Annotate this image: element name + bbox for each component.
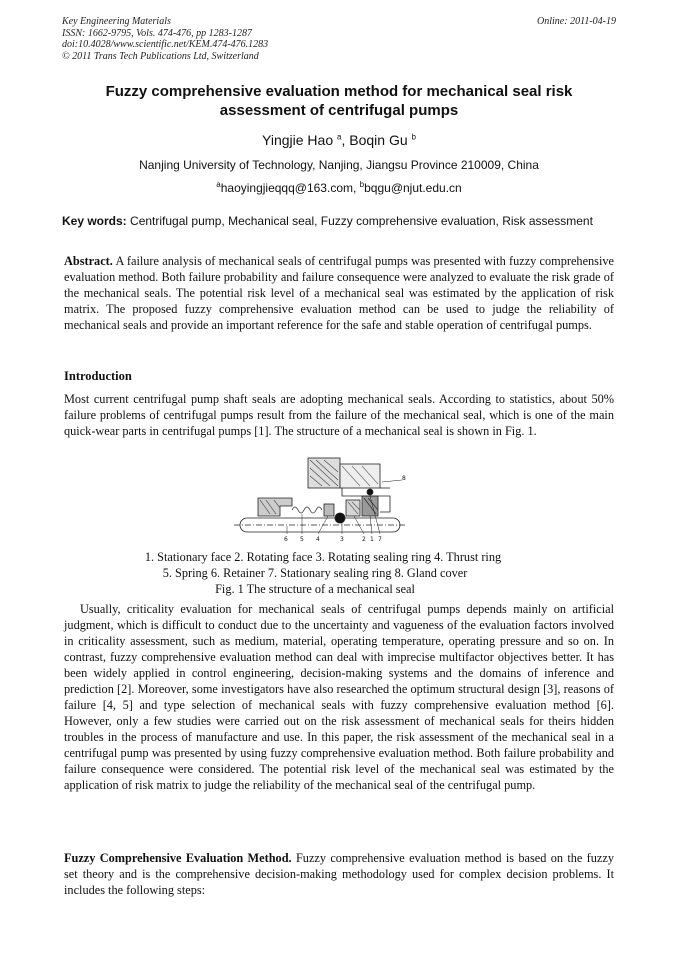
paper-title: Fuzzy comprehensive evaluation method for mechanical seal risk assessment of centrifugal pumps [105, 83, 573, 119]
abstract-label: Abstract. [64, 254, 113, 268]
fuzzy-method-paragraph [64, 850, 614, 898]
keywords-text: Centrifugal pump, Mechanical seal, Fuzzy comprehensive evaluation, Risk assessment [130, 214, 593, 228]
part-label: 7 [378, 536, 382, 543]
affiliation: Nanjing University of Technology, Nanjing, Jiangsu Province 210009, China [139, 158, 539, 172]
email-separator: , [353, 181, 360, 195]
author-separator: , [341, 132, 346, 148]
online-date: Online: 2011-04-19 [537, 16, 616, 27]
email-superscript: b [359, 180, 365, 189]
part-label: 4 [316, 536, 320, 543]
email-link[interactable]: bqgu@njut.edu.cn [364, 181, 462, 195]
author-name: Boqin Gu [349, 132, 408, 148]
abstract-text: A failure analysis of mechanical seals of centrifugal pumps was presented with fuzzy comprehensive evaluation method. Both failure probability and failure consequence were analyzed to evaluate the risk grade of the mechanical seals. The potential risk level of a mechanical seal was estimated by the application of risk matrix. The proposed fuzzy comprehensive evaluation method can be used to judge the reliability of mechanical seals and provide an important reference for the safe and stable operation of centrifugal pumps. [64, 254, 614, 332]
section-run-in-heading: Fuzzy Comprehensive Evaluation Method. [64, 851, 292, 865]
part-label: 8 [402, 475, 406, 482]
author-superscript: a [337, 132, 342, 142]
figure-legend: 5. Spring 6. Retainer 7. Stationary sealing ring 8. Gland cover [162, 566, 468, 580]
body-paragraph: Usually, criticality evaluation for mechanical seals of centrifugal pumps depends mainly on artificial judgment, which is difficult to conduct due to the uncertainty and vagueness of the evaluation factors involved in criticality assessment, such as medium, material, operating temperature, operating pressure and so on. In contrast, fuzzy comprehensive evaluation method can deal with imprecise multifactor objectives better. It has been widely applied in control engineering, decision-making systems and the domains of inference and prediction [2]. Moreover, some investigators have also researched the optimum structural design [3], reasons of failure [4, 5] and type selection of mechanical seals with fuzzy comprehensive evaluation method [6]. However, only a few studies were carried out on the risk assessment of mechanical seals for theirs hidden troubles in the process of manufacture and use. In this paper, the risk assessment of the mechanical seal in a centrifugal pump was presented by using fuzzy comprehensive evaluation method. Both failure probability and failure consequence were considered. The potential risk level of the mechanical seal was estimated by the application of risk matrix to judge the reliability of the mechanical seal of the centrifugal pump. [64, 602, 614, 792]
fuzzy-method-text: Fuzzy comprehensive evaluation method is based on the fuzzy set theory and is the comprehensive decision-making methodology used for complex decision problems. It includes the following steps: [64, 851, 614, 897]
introduction-paragraph: Most current centrifugal pump shaft seals are adopting mechanical seals. According to statistics, about 50% failure problems of centrifugal pumps result from the failure of the mechanical seal, which is one of the main quick-wear parts in centrifugal pumps [1]. The structure of a mechanical seal is shown in Fig. 1. [64, 392, 614, 438]
author-superscript: b [411, 132, 416, 142]
section-heading: Introduction [64, 369, 132, 383]
copyright-line: © 2011 Trans Tech Publications Ltd, Switzerland [62, 50, 259, 62]
keywords-label: Key words: [62, 214, 127, 228]
part-label: 3 [340, 536, 344, 543]
figure-legend: 1. Stationary face 2. Rotating face 3. Rotating sealing ring 4. Thrust ring [144, 550, 502, 564]
doi-line: doi:10.4028/www.scientific.net/KEM.474-476.1283 [62, 39, 269, 50]
author-line [62, 132, 616, 148]
mechanical-seal-diagram [230, 456, 410, 544]
part-label: 5 [300, 536, 304, 543]
journal-name: Key Engineering Materials [62, 16, 171, 27]
part-label: 6 [284, 536, 288, 543]
email-superscript: a [216, 180, 221, 189]
email-line [62, 180, 616, 195]
part-label: 2 [362, 536, 366, 543]
part-label: 1 [370, 536, 374, 543]
journal-header [62, 16, 268, 62]
author-name: Yingjie Hao [262, 132, 334, 148]
abstract [64, 253, 614, 333]
keywords [62, 214, 618, 228]
email-link[interactable]: haoyingjieqqq@163.com [220, 181, 353, 195]
issn-line: ISSN: 1662-9795, Vols. 474-476, pp 1283-1287 [62, 27, 252, 39]
figure-caption: Fig. 1 The structure of a mechanical seal [215, 582, 415, 596]
